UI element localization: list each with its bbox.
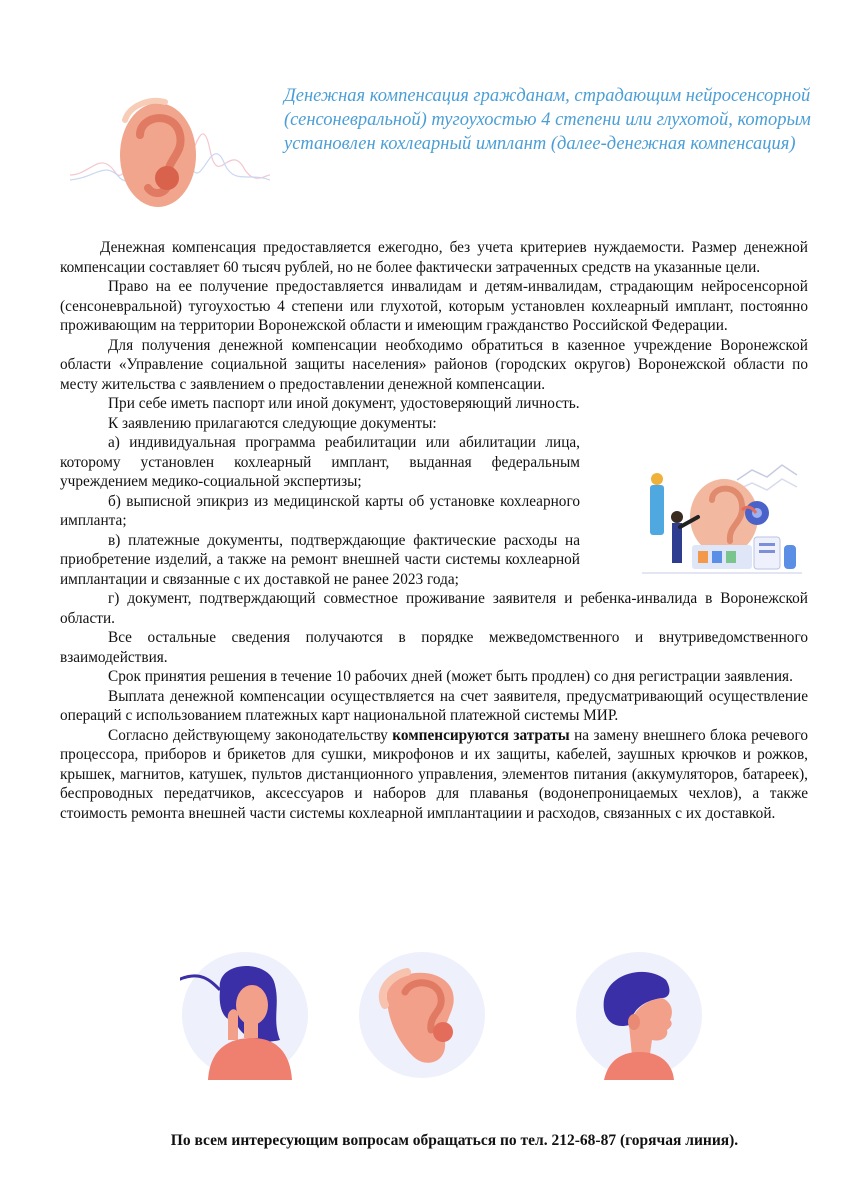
paragraph-interagency: Все остальные сведения получаются в порядке межведомственного и внутриведомственного взаимодействия. <box>60 629 808 666</box>
main-text <box>60 238 808 823</box>
paragraph-documents-intro: К заявлению прилагаются следующие документы: <box>108 414 437 432</box>
ear-wave-graphic <box>70 80 270 220</box>
document-item-c: в) платежные документы, подтверждающие фактические расходы на приобретение изделий, а также на ремонт внешней части системы кохлеарной имплантации и связанные с их доставкой не ранее 2023 года; <box>60 531 580 588</box>
profile-head-illustration <box>574 950 704 1080</box>
costs-text-end: на замену внешнего блока речевого процессора, приборов и брикетов для сушки, микрофонов и их защиты, кабелей, заушных крючков и рожков, крышек, магнитов, катушек, пультов дистанционного управления, элементов питания (аккумуляторов, батареек), беспроводных передатчиков, аксессуаров и наборов для плаванья (водонепроницаемых чехлов), а также стоимость ремонта внешней части системы кохлеарной имплантациии и расходов, связанных с их доставкой. <box>60 726 809 822</box>
paragraph-eligibility: Право на ее получение предоставляется инвалидам и детям-инвалидам, страдающим нейросенсорной (сенсоневральной) тугоухостью 4 степени или глухотой, которым установлен кохлеарный имплант, постоянно проживающим на территории Воронежской области и имеющим гражданство Российской Федерации. <box>60 278 808 334</box>
document-item-a: а) индивидуальная программа реабилитации или абилитации лица, которому установлен кохлеарный имплант, выданная федеральным учреждением медико-социальной экспертизы; <box>60 434 580 490</box>
costs-text-bold: компенсируются затраты <box>392 726 570 744</box>
costs-text-start: Согласно действующему законодательству <box>108 726 393 744</box>
hotline-footer: По всем интересующим вопросам обращаться по тел. 212-68-87 (горячая линия). <box>170 1132 739 1149</box>
paragraph-deadline: Срок принятия решения в течение 10 рабочих дней (может быть продлен) со дня регистрации заявления. <box>108 668 793 685</box>
woman-hearing-illustration <box>180 950 310 1080</box>
medical-ear-illustration <box>642 455 802 585</box>
paragraph-payment: Выплата денежной компенсации осуществляется на счет заявителя, предусматривающий осуществление операций с использованием платежных карт национальной платежной системы МИР. <box>60 687 808 724</box>
page-title: Денежная компенсация гражданам, страдающим нейросенсорной (сенсоневральной) тугоухостью 4 степени или глухотой, которым установлен кохлеарный имплант (далее-денежная компенсация) <box>284 86 811 154</box>
paragraph-application: Для получения денежной компенсации необходимо обратиться в казенное учреждение Воронежской области «Управление социальной защиты населения» районов (городских округов) Воронежской области по месту жительства с заявлением о предоставлении денежной компенсации. <box>60 336 808 393</box>
bottom-illustrations <box>0 950 849 1100</box>
document-item-d: г) документ, подтверждающий совместное проживание заявителя и ребенка-инвалида в Воронежской области. <box>60 590 808 627</box>
ear-illustration <box>357 950 487 1080</box>
paragraph-amount: Денежная компенсация предоставляется ежегодно, без учета критериев нуждаемости. Размер денежной компенсации составляет 60 тысяч рублей, но не более фактически затраченных средств на указанные цели. <box>60 239 808 276</box>
document-item-b: б) выписной эпикриз из медицинской карты об установке кохлеарного импланта; <box>60 492 580 529</box>
paragraph-compensated-costs <box>60 726 808 824</box>
documents-list <box>60 433 808 628</box>
paragraph-passport: При себе иметь паспорт или иной документ, удостоверяющий личность. <box>108 395 580 412</box>
